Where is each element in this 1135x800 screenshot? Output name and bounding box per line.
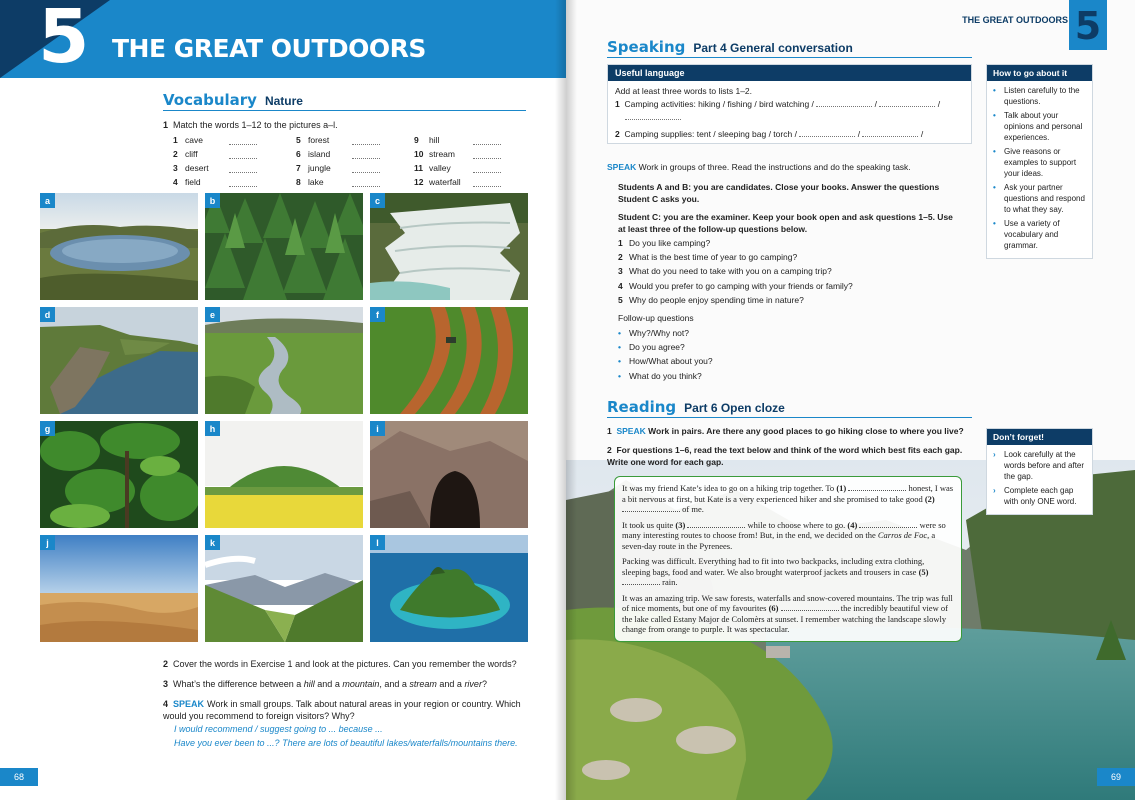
jungle-image	[40, 421, 198, 528]
answer-blank[interactable]	[473, 136, 501, 145]
followup-list	[618, 328, 713, 385]
text-run: rain.	[660, 577, 678, 587]
student-c-instruction: Student C: you are the examiner. Keep your book open and ask questions 1–5. Use at least three of the follow-up questions below.	[618, 212, 953, 234]
reading-text-box	[614, 476, 962, 642]
reading-exercise-1	[607, 426, 977, 438]
how-to-item: • Use a variety of vocabulary and grammar.	[993, 218, 1086, 251]
route-name: Carros de Foc	[877, 530, 928, 540]
question-text: Do you like camping?	[629, 238, 711, 248]
item-separator: /	[874, 99, 878, 109]
word-item	[296, 134, 414, 146]
unit-header-banner	[0, 0, 566, 78]
word-item	[414, 162, 514, 174]
question-item	[618, 281, 853, 295]
book-spine-shadow	[555, 0, 577, 800]
how-to-title: How to go about it	[987, 65, 1092, 81]
reading-heading-sub: Part 6 Open cloze	[684, 401, 785, 415]
waterfall-image	[370, 193, 528, 300]
exercise-4-example-1: I would recommend / suggest going to ... because ...	[174, 724, 383, 734]
word-item	[414, 148, 514, 160]
text-run: It was an amazing trip. We saw forests, waterfalls and snow-covered mountains. The trip was full of nice moments, but one of my favourites	[622, 592, 953, 613]
unit-title: THE GREAT OUTDOORS	[112, 34, 426, 63]
unit-tab	[1069, 0, 1107, 50]
picture-island	[370, 535, 528, 642]
word-number: 12	[414, 177, 424, 187]
word-item	[414, 134, 514, 146]
answer-blank[interactable]	[473, 150, 501, 159]
exercise-2	[163, 658, 517, 670]
exercise-3-text-c: , and a	[379, 679, 410, 689]
exercise-3	[163, 678, 487, 690]
followup-item: • Why?/Why not?	[618, 328, 713, 342]
word-number: 8	[296, 177, 301, 187]
picture-letter: g	[40, 421, 55, 436]
speak-label: SPEAK	[173, 699, 205, 709]
reading-exercise-2	[607, 445, 977, 468]
answer-blank[interactable]	[229, 164, 257, 173]
answer-blank[interactable]	[352, 178, 380, 187]
word-item	[173, 134, 296, 146]
word-number: 5	[296, 135, 301, 145]
speaking-rule	[607, 57, 972, 58]
word-number: 6	[296, 149, 301, 159]
desert-image	[40, 535, 198, 642]
gap-5-blank[interactable]	[622, 577, 660, 585]
followup-item: • Do you agree?	[618, 342, 713, 356]
useful-language-body	[608, 81, 971, 145]
question-text: What do you need to take with you on a camping trip?	[629, 266, 832, 277]
word-text: island	[308, 149, 331, 159]
forest-image	[205, 193, 363, 300]
right-page	[566, 0, 1135, 800]
answer-blank[interactable]	[229, 150, 257, 159]
text-run: It was my friend Kate’s idea to go on a hiking trip together. To	[622, 483, 837, 493]
exercise-number: 2	[607, 445, 612, 455]
item-number: 1	[615, 99, 620, 109]
answer-blank[interactable]	[625, 112, 681, 120]
exercise-1-number: 1	[163, 120, 169, 130]
reading-rule	[607, 417, 972, 418]
gap-number: (3)	[675, 519, 686, 530]
word-text: forest	[308, 135, 330, 145]
question-text: What is the best time of year to go camping?	[629, 252, 798, 263]
question-number: 4	[618, 280, 623, 291]
how-to-list	[987, 81, 1092, 258]
answer-blank[interactable]	[879, 99, 935, 107]
answer-blank[interactable]	[352, 164, 380, 173]
answer-blank[interactable]	[352, 136, 380, 145]
exercise-3-text-d: and a	[436, 679, 465, 689]
dont-forget-title: Don’t forget!	[987, 429, 1092, 445]
word-text: cliff	[185, 149, 198, 159]
question-number: 5	[618, 294, 623, 305]
picture-letter: j	[40, 535, 55, 550]
question-list	[618, 238, 853, 309]
valley-image	[205, 535, 363, 642]
exercise-3-text-b: and a	[314, 679, 343, 689]
text-run: honest, I was a bit nervous at first, but Kate is a very experienced hiker and she promised to take good	[622, 483, 954, 504]
answer-blank[interactable]	[816, 99, 872, 107]
reading-paragraph-3	[622, 556, 954, 588]
vocabulary-heading-main: Vocabulary	[163, 91, 257, 109]
picture-letter: b	[205, 193, 220, 208]
cliff-image	[40, 307, 198, 414]
gap-number: (4)	[847, 519, 858, 530]
picture-waterfall	[370, 193, 528, 300]
how-to-go-about-it-box	[986, 64, 1093, 259]
hill-image	[205, 421, 363, 528]
picture-stream	[205, 307, 363, 414]
exercise-4-text: Work in small groups. Talk about natural areas in your region or country. Which would you recommend to foreign visitors? Why?	[163, 699, 521, 721]
word-item	[296, 176, 414, 188]
gap-1-blank[interactable]	[848, 483, 906, 491]
exercise-1	[163, 119, 338, 131]
stream-image	[205, 307, 363, 414]
useful-language-item-2	[615, 128, 964, 141]
lake-image	[40, 193, 198, 300]
exercise-4-number: 4	[163, 699, 169, 709]
vocabulary-heading	[163, 91, 303, 109]
question-text: Why do people enjoy spending time in nature?	[629, 294, 804, 305]
word-text: desert	[185, 163, 209, 173]
word-item	[173, 176, 296, 188]
exercise-3-word-river: river	[464, 679, 482, 689]
item-number: 2	[615, 129, 620, 139]
vocabulary-rule	[163, 110, 526, 111]
followup-item: • How/What about you?	[618, 356, 713, 370]
island-image	[370, 535, 528, 642]
page-number-right: 69	[1097, 768, 1135, 786]
exercise-3-text-e: ?	[481, 679, 487, 689]
exercise-1-text: Match the words 1–12 to the pictures a–l.	[173, 120, 338, 130]
exercise-3-word-hill: hill	[303, 679, 315, 689]
question-item	[618, 238, 853, 252]
picture-forest	[205, 193, 363, 300]
useful-language-box	[607, 64, 972, 144]
exercise-2-number: 2	[163, 659, 169, 669]
word-number: 10	[414, 149, 424, 159]
text-run: were so many interesting routes to choose from! But, in the end, we decided on the	[622, 519, 946, 540]
picture-lake	[40, 193, 198, 300]
useful-language-item-1	[615, 98, 964, 111]
useful-language-intro: Add at least three words to lists 1–2.	[615, 86, 753, 96]
field-image	[370, 307, 528, 414]
question-number: 3	[618, 266, 623, 277]
word-number: 3	[173, 163, 178, 173]
word-item	[414, 176, 514, 188]
dont-forget-box	[986, 428, 1093, 515]
item-separator: /	[937, 99, 941, 109]
exercise-2-text: Cover the words in Exercise 1 and look at the pictures. Can you remember the words?	[173, 659, 517, 669]
picture-field	[370, 307, 528, 414]
answer-blank[interactable]	[229, 178, 257, 187]
answer-blank[interactable]	[862, 129, 918, 137]
followup-item: • What do you think?	[618, 371, 713, 385]
question-text: Would you prefer to go camping with your friends or family?	[629, 280, 853, 291]
picture-letter: f	[370, 307, 385, 322]
speak-text: Work in groups of three. Read the instructions and do the speaking task.	[638, 162, 911, 172]
dont-forget-list	[987, 445, 1092, 514]
exercise-4	[163, 698, 533, 722]
students-ab-instruction: Students A and B: you are candidates. Close your books. Answer the questions Student C asks you.	[618, 182, 940, 204]
how-to-item: • Listen carefully to the questions.	[993, 85, 1086, 107]
useful-language-title: Useful language	[608, 65, 971, 81]
exercise-3-word-mountain: mountain	[342, 679, 380, 689]
text-run: It took us quite	[622, 519, 676, 530]
how-to-item: • Ask your partner questions and respond to what they say.	[993, 182, 1086, 215]
word-item	[173, 162, 296, 174]
reading-heading-main: Reading	[607, 398, 677, 416]
vocabulary-heading-sub: Nature	[264, 94, 303, 108]
left-page	[0, 0, 566, 800]
word-number: 9	[414, 135, 419, 145]
item-separator: /	[857, 129, 861, 139]
word-number: 4	[173, 177, 178, 187]
picture-hill	[205, 421, 363, 528]
word-number: 7	[296, 163, 301, 173]
word-text: cave	[185, 135, 203, 145]
followup-title: Follow-up questions	[618, 313, 694, 323]
gap-2-blank[interactable]	[622, 504, 680, 512]
item-text: Camping supplies: tent / sleeping bag / torch /	[624, 129, 797, 139]
reading-paragraph-1	[622, 483, 954, 515]
answer-blank[interactable]	[799, 129, 855, 137]
picture-desert	[40, 535, 198, 642]
item-text: Camping activities: hiking / fishing / bird watching /	[624, 99, 814, 109]
running-header: THE GREAT OUTDOORS	[962, 15, 1068, 25]
word-item	[296, 162, 414, 174]
unit-number: 5	[38, 0, 88, 80]
unit-tab-number: 5	[1074, 4, 1102, 48]
speaking-heading	[607, 38, 853, 56]
picture-letter: a	[40, 193, 55, 208]
picture-letter: h	[205, 421, 220, 436]
exercise-3-number: 3	[163, 679, 169, 689]
picture-letter: e	[205, 307, 220, 322]
picture-letter: i	[370, 421, 385, 436]
speak-label: SPEAK	[607, 162, 637, 172]
gap-number: (1)	[836, 483, 847, 493]
how-to-item: • Give reasons or examples to support your ideas.	[993, 146, 1086, 179]
word-text: waterfall	[429, 177, 461, 187]
picture-letter: l	[370, 535, 385, 550]
word-text: stream	[429, 149, 455, 159]
cave-image	[370, 421, 528, 528]
picture-letter: c	[370, 193, 385, 208]
text-run: Packing was difficult. Everything had to fit into two backpacks, including extra clothing, sleeping bags, food and water. We also brought waterproof jackets and trousers in case	[622, 556, 925, 577]
text-run: , a seven-day route in the Pyrenees.	[622, 530, 936, 551]
speaking-heading-sub: Part 4 General conversation	[693, 41, 853, 55]
how-to-item: • Talk about your opinions and personal experiences.	[993, 110, 1086, 143]
exercise-4-example-2: Have you ever been to ...? There are lots of beautiful lakes/waterfalls/mountains there.	[174, 738, 518, 748]
gap-6-blank[interactable]	[781, 603, 839, 611]
exercise-number: 1	[607, 426, 612, 436]
question-item	[618, 266, 853, 280]
text-run: the incredibly beautiful view of the lake called Estany Major de Colomèrs at sunset. I remember watching the landscape slowly change from orange to purple. It was spectacular.	[622, 603, 948, 634]
word-text: hill	[429, 135, 440, 145]
page-number-left: 68	[0, 768, 38, 786]
text-run: of me.	[680, 504, 704, 514]
picture-cliff	[40, 307, 198, 414]
word-text: field	[185, 177, 201, 187]
answer-blank[interactable]	[352, 150, 380, 159]
word-text: lake	[308, 177, 324, 187]
speaking-heading-main: Speaking	[607, 38, 686, 56]
picture-letter: k	[205, 535, 220, 550]
gap-3-blank[interactable]	[687, 520, 745, 528]
reading-paragraph-2	[622, 520, 954, 552]
picture-letter: d	[40, 307, 55, 322]
picture-cave	[370, 421, 528, 528]
word-item	[296, 148, 414, 160]
picture-valley	[205, 535, 363, 642]
gap-number: (5)	[918, 566, 929, 577]
word-text: valley	[429, 163, 451, 173]
question-item	[618, 252, 853, 266]
exercise-3-word-stream: stream	[409, 679, 437, 689]
text-run: while to choose where to go.	[745, 519, 848, 530]
picture-jungle	[40, 421, 198, 528]
exercise-text: For questions 1–6, read the text below and think of the word which best fits each gap. Write one word for each gap.	[607, 445, 963, 467]
word-list	[173, 134, 513, 188]
dont-forget-item: › Look carefully at the words before and after the gap.	[993, 449, 1086, 482]
answer-blank[interactable]	[473, 164, 501, 173]
gap-number: (2)	[924, 493, 935, 504]
speak-instruction	[607, 162, 977, 174]
word-text: jungle	[308, 163, 331, 173]
word-number: 2	[173, 149, 178, 159]
item-separator: /	[920, 129, 924, 139]
gap-4-blank[interactable]	[859, 520, 917, 528]
answer-blank[interactable]	[229, 136, 257, 145]
exercise-3-text-a: What’s the difference between a	[173, 679, 304, 689]
question-number: 1	[618, 238, 623, 248]
word-number: 1	[173, 135, 178, 145]
reading-paragraph-4	[622, 593, 954, 635]
question-item	[618, 295, 853, 309]
word-item	[173, 148, 296, 160]
picture-grid	[40, 193, 527, 642]
speak-label: SPEAK	[616, 426, 646, 436]
answer-blank[interactable]	[473, 178, 501, 187]
word-number: 11	[414, 163, 423, 173]
gap-number: (6)	[768, 603, 779, 613]
question-number: 2	[618, 252, 623, 263]
reading-heading	[607, 398, 785, 416]
exercise-text: Work in pairs. Are there any good places to go hiking close to where you live?	[648, 426, 964, 436]
dont-forget-item: › Complete each gap with only ONE word.	[993, 485, 1086, 507]
